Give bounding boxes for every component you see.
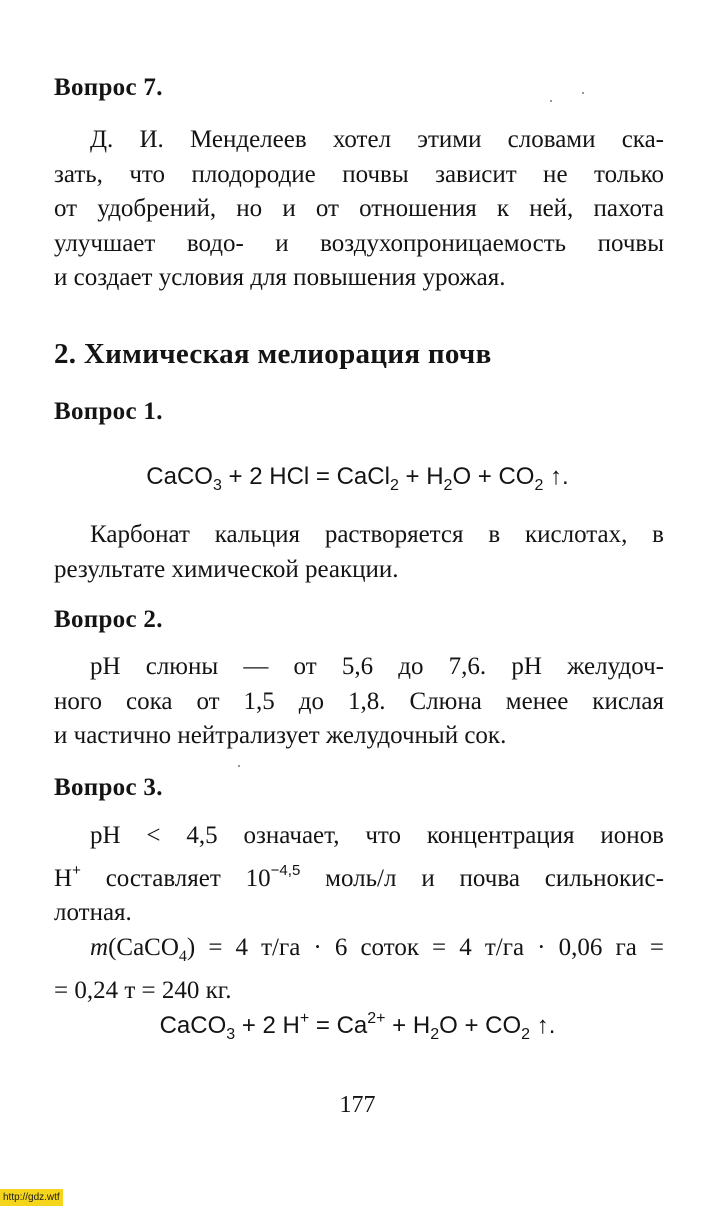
section-title: 2. Химическая мелиорация почв [54,338,492,370]
question-3-heading: Вопрос 3. [54,774,163,801]
text-line: от удобрений, но и от отношения к ней, пахота [54,195,664,222]
scan-speck [238,765,240,767]
question-3-answer [54,819,664,1009]
text-line: pH < 4,5 означает, что концентрация ионов [90,822,664,849]
text-line: и частично нейтрализует желудочный сок. [54,722,507,749]
watermark-link[interactable]: http://gdz.wtf [0,1189,63,1206]
question-1-heading: Вопрос 1. [54,398,163,425]
text-line: H+ составляет $10^{-4,5}$ моль/л и почва сильнокис- [54,861,664,892]
text-line: Карбонат кальция растворяется в кислотах, в [90,521,664,548]
mass-calculation-result: = 0,24 т = 240 кг. [54,977,232,1004]
text-line: pH слюны — от 5,6 до 7,6. pH желудоч- [90,653,664,680]
text-line: улучшает водо- и воздухопроницаемость почвы [54,229,664,257]
scan-speck [582,92,584,94]
reaction-formula-2: CaCO$_3$ + 2 $H^+ = Ca^{2+} + H_2O + CO_2$ ↑. [159,1010,556,1043]
scan-speck [550,100,552,102]
question-1-answer [54,518,664,587]
reaction-formula-1: CaCO$_3$ + 2 HCl = CaCl$_2$ + $H_2O + CO_2$ ↑. [146,463,569,494]
mass-calculation: m(CaCO$_4$) = 4 т/га · 6 соток = 4 т/га · 0,06 га = [90,933,664,965]
question-2-answer [54,650,664,754]
text-line: лотная. [54,899,132,926]
question-7-heading: Вопрос 7. [54,74,163,101]
text-line: и создает условия для повышения урожая. [54,264,506,291]
text-line: Д. И. Менделеев хотел этими словами ска- [90,126,664,153]
text-line: результате химической реакции. [54,555,399,583]
text-line: зать, что плодородие почвы зависит не только [54,160,664,188]
question-2-heading: Вопрос 2. [54,606,163,633]
page-number: 177 [339,1092,376,1118]
question-7-answer [54,123,664,296]
text-line: ного сока от 1,5 до 1,8. Слюна менее кислая [54,687,664,715]
